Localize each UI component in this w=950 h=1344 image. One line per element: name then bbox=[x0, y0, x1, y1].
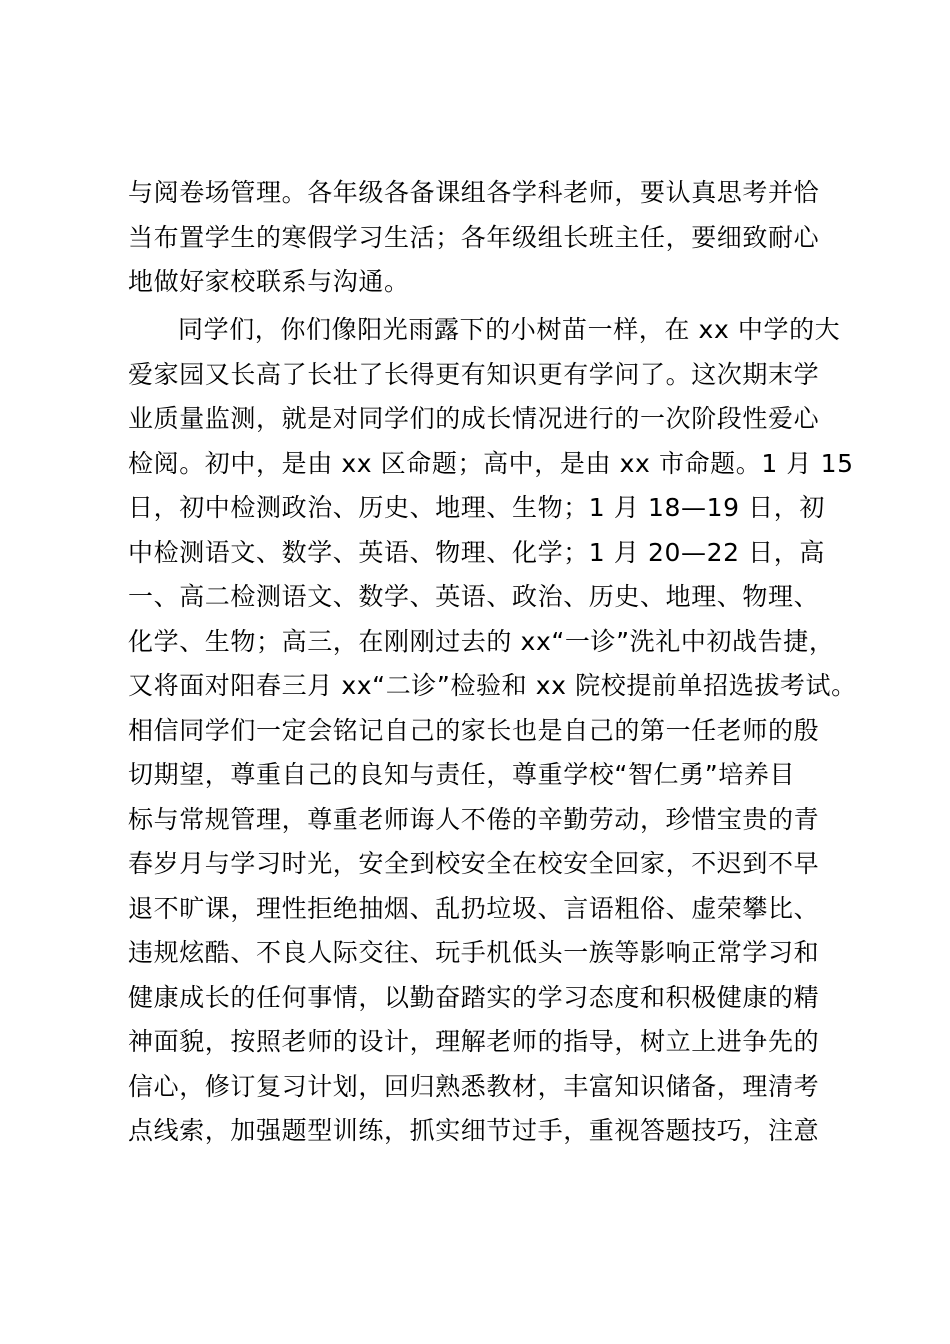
text-line-1: 与阅卷场管理。各年级各备课组各学科老师，要认真思考并恰 bbox=[128, 178, 820, 207]
text-line-18: 违规炫酷、不良人际交往、玩手机低头一族等影响正常学习和 bbox=[128, 938, 820, 967]
text-line-9: 中检测语文、数学、英语、物理、化学；1 月 20—22 日，高 bbox=[128, 538, 825, 567]
text-line-17: 退不旷课，理性拒绝抽烟、乱扔垃圾、言语粗俗、虚荣攀比、 bbox=[128, 894, 820, 923]
text-line-16: 春岁月与学习时光，安全到校安全在校安全回家，不迟到不早 bbox=[128, 849, 820, 878]
text-line-15: 标与常规管理，尊重老师诲人不倦的辛勤劳动，珍惜宝贵的青 bbox=[128, 805, 820, 834]
text-line-8: 日，初中检测政治、历史、地理、生物；1 月 18—19 日，初 bbox=[128, 493, 825, 522]
text-line-22: 点线索，加强题型训练，抓实细节过手，重视答题技巧，注意 bbox=[128, 1116, 820, 1145]
text-line-19: 健康成长的任何事情，以勤奋踏实的学习态度和积极健康的精 bbox=[128, 983, 820, 1012]
text-line-21: 信心，修订复习计划，回归熟悉教材，丰富知识储备，理清考 bbox=[128, 1072, 820, 1101]
text-line-7: 检阅。初中，是由 xx 区命题；高中，是由 xx 市命题。1 月 15 bbox=[128, 449, 854, 478]
text-line-13: 相信同学们一定会铭记自己的家长也是自己的第一任老师的殷 bbox=[128, 716, 820, 745]
text-line-5: 爱家园又长高了长壮了长得更有知识更有学问了。这次期末学 bbox=[128, 360, 820, 389]
text-line-20: 神面貌，按照老师的设计，理解老师的指导，树立上进争先的 bbox=[128, 1027, 820, 1056]
text-line-14: 切期望，尊重自己的良知与责任，尊重学校“智仁勇”培养目 bbox=[128, 760, 796, 789]
text-line-10: 一、高二检测语文、数学、英语、政治、历史、地理、物理、 bbox=[128, 582, 820, 611]
text-line-6: 业质量监测，就是对同学们的成长情况进行的一次阶段性爱心 bbox=[128, 404, 820, 433]
text-line-3: 地做好家校联系与沟通。 bbox=[128, 267, 410, 296]
text-line-11: 化学、生物；高三，在刚刚过去的 xx“一诊”洗礼中初战告捷， bbox=[128, 627, 835, 656]
paragraph-2-first-line: 同学们，你们像阳光雨露下的小树苗一样，在 xx 中学的大 bbox=[178, 315, 841, 344]
text-line-2: 当布置学生的寒假学习生活；各年级组长班主任，要细致耐心 bbox=[128, 223, 820, 252]
text-line-12: 又将面对阳春三月 xx“二诊”检验和 xx 院校提前单招选拔考试。 bbox=[128, 671, 857, 700]
